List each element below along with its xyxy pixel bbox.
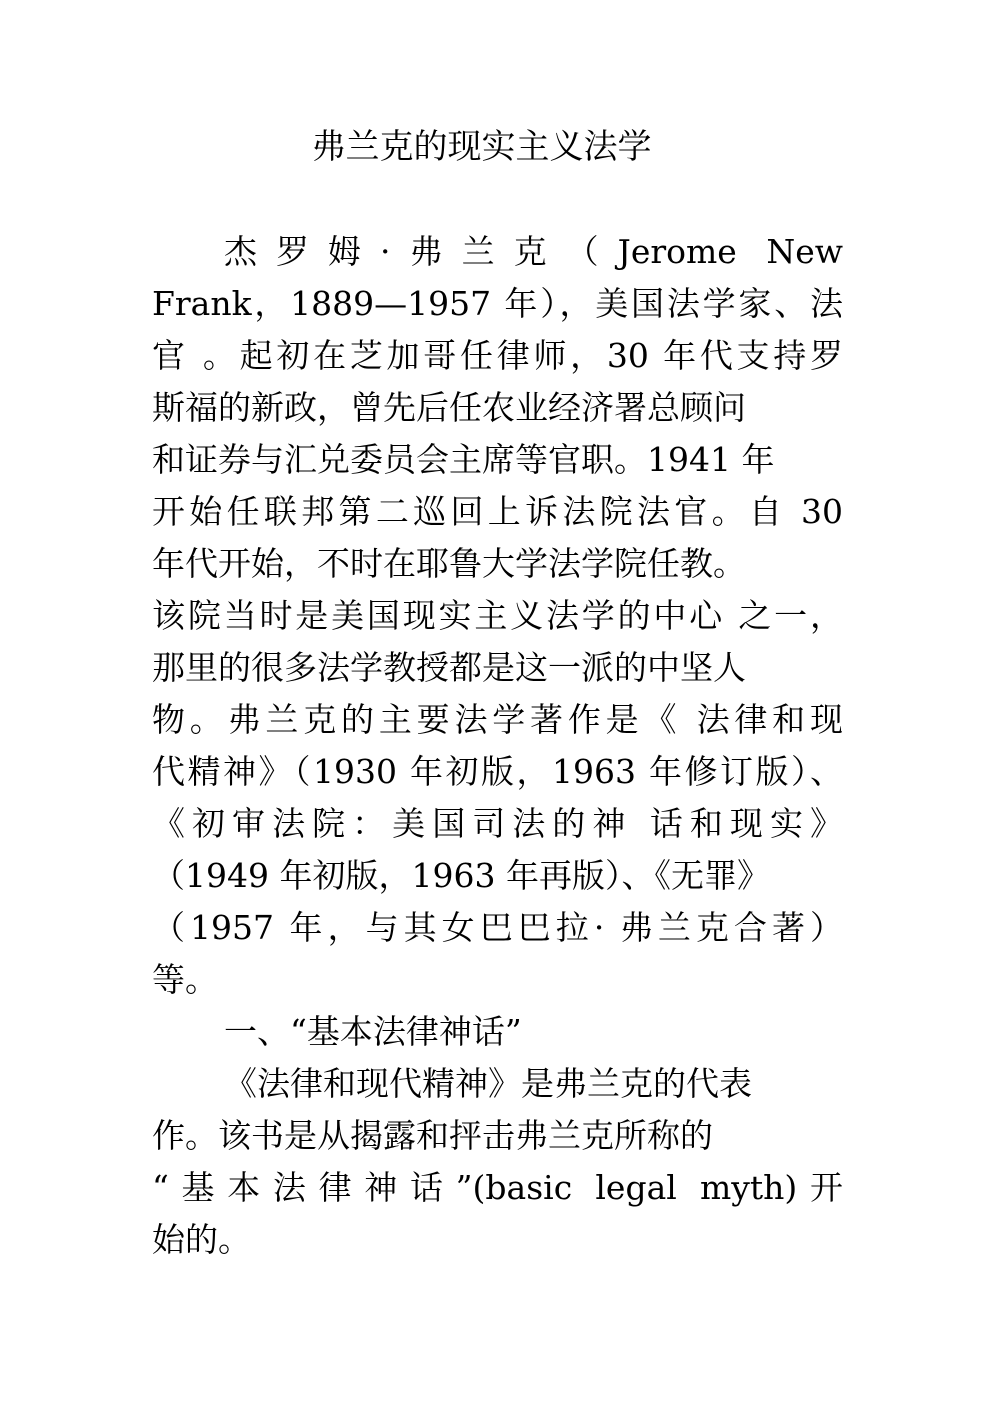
text-line: 开始任联邦第二巡回上诉法院法官。自 30 (152, 492, 843, 531)
text-line: 该院当时是美国现实主义法学的中心 之一， (152, 596, 843, 635)
document-title: 弗兰克的现实主义法学 (311, 127, 652, 167)
text-line: 那里的很多法学教授都是这一派的中坚人 (152, 648, 746, 687)
text-line: 和证券与汇兑委员会主席等官职。1941 年 (152, 440, 775, 479)
text-line: 杰罗姆·弗兰克（Jerome New (224, 232, 843, 271)
document-body (152, 226, 843, 1266)
text-line: 等。 (152, 960, 218, 999)
text-line: Frank，1889—1957 年），美国法学家、法 (152, 284, 843, 323)
text-line: 作。该书是从揭露和抨击弗兰克所称的 (152, 1116, 713, 1155)
text-line: 一、“基本法律神话” (224, 1012, 522, 1051)
text-line: 代精神》（1930 年初版，1963 年修订版）、 (152, 752, 843, 791)
text-line: 《法律和现代精神》是弗兰克的代表 (224, 1064, 752, 1103)
text-line: （1957 年，与其女巴巴拉· 弗兰克合著） (152, 908, 843, 947)
text-line: （1949 年初版，1963 年再版）、《无罪》 (152, 856, 770, 895)
text-line: 《初审法院：美国司法的神 话和现实》 (152, 804, 843, 843)
text-line: 始的。 (152, 1220, 251, 1259)
text-line: 斯福的新政，曾先后任农业经济署总顾问 (152, 388, 746, 427)
text-line: 年代开始，不时在耶鲁大学法学院任教。 (152, 544, 746, 583)
text-line: “基本法律神话”(basic legal myth)开 (152, 1168, 843, 1207)
text-line: 物。弗兰克的主要法学著作是《 法律和现 (152, 700, 843, 739)
text-line: 官 。起初在芝加哥任律师，30 年代支持罗 (152, 336, 843, 375)
